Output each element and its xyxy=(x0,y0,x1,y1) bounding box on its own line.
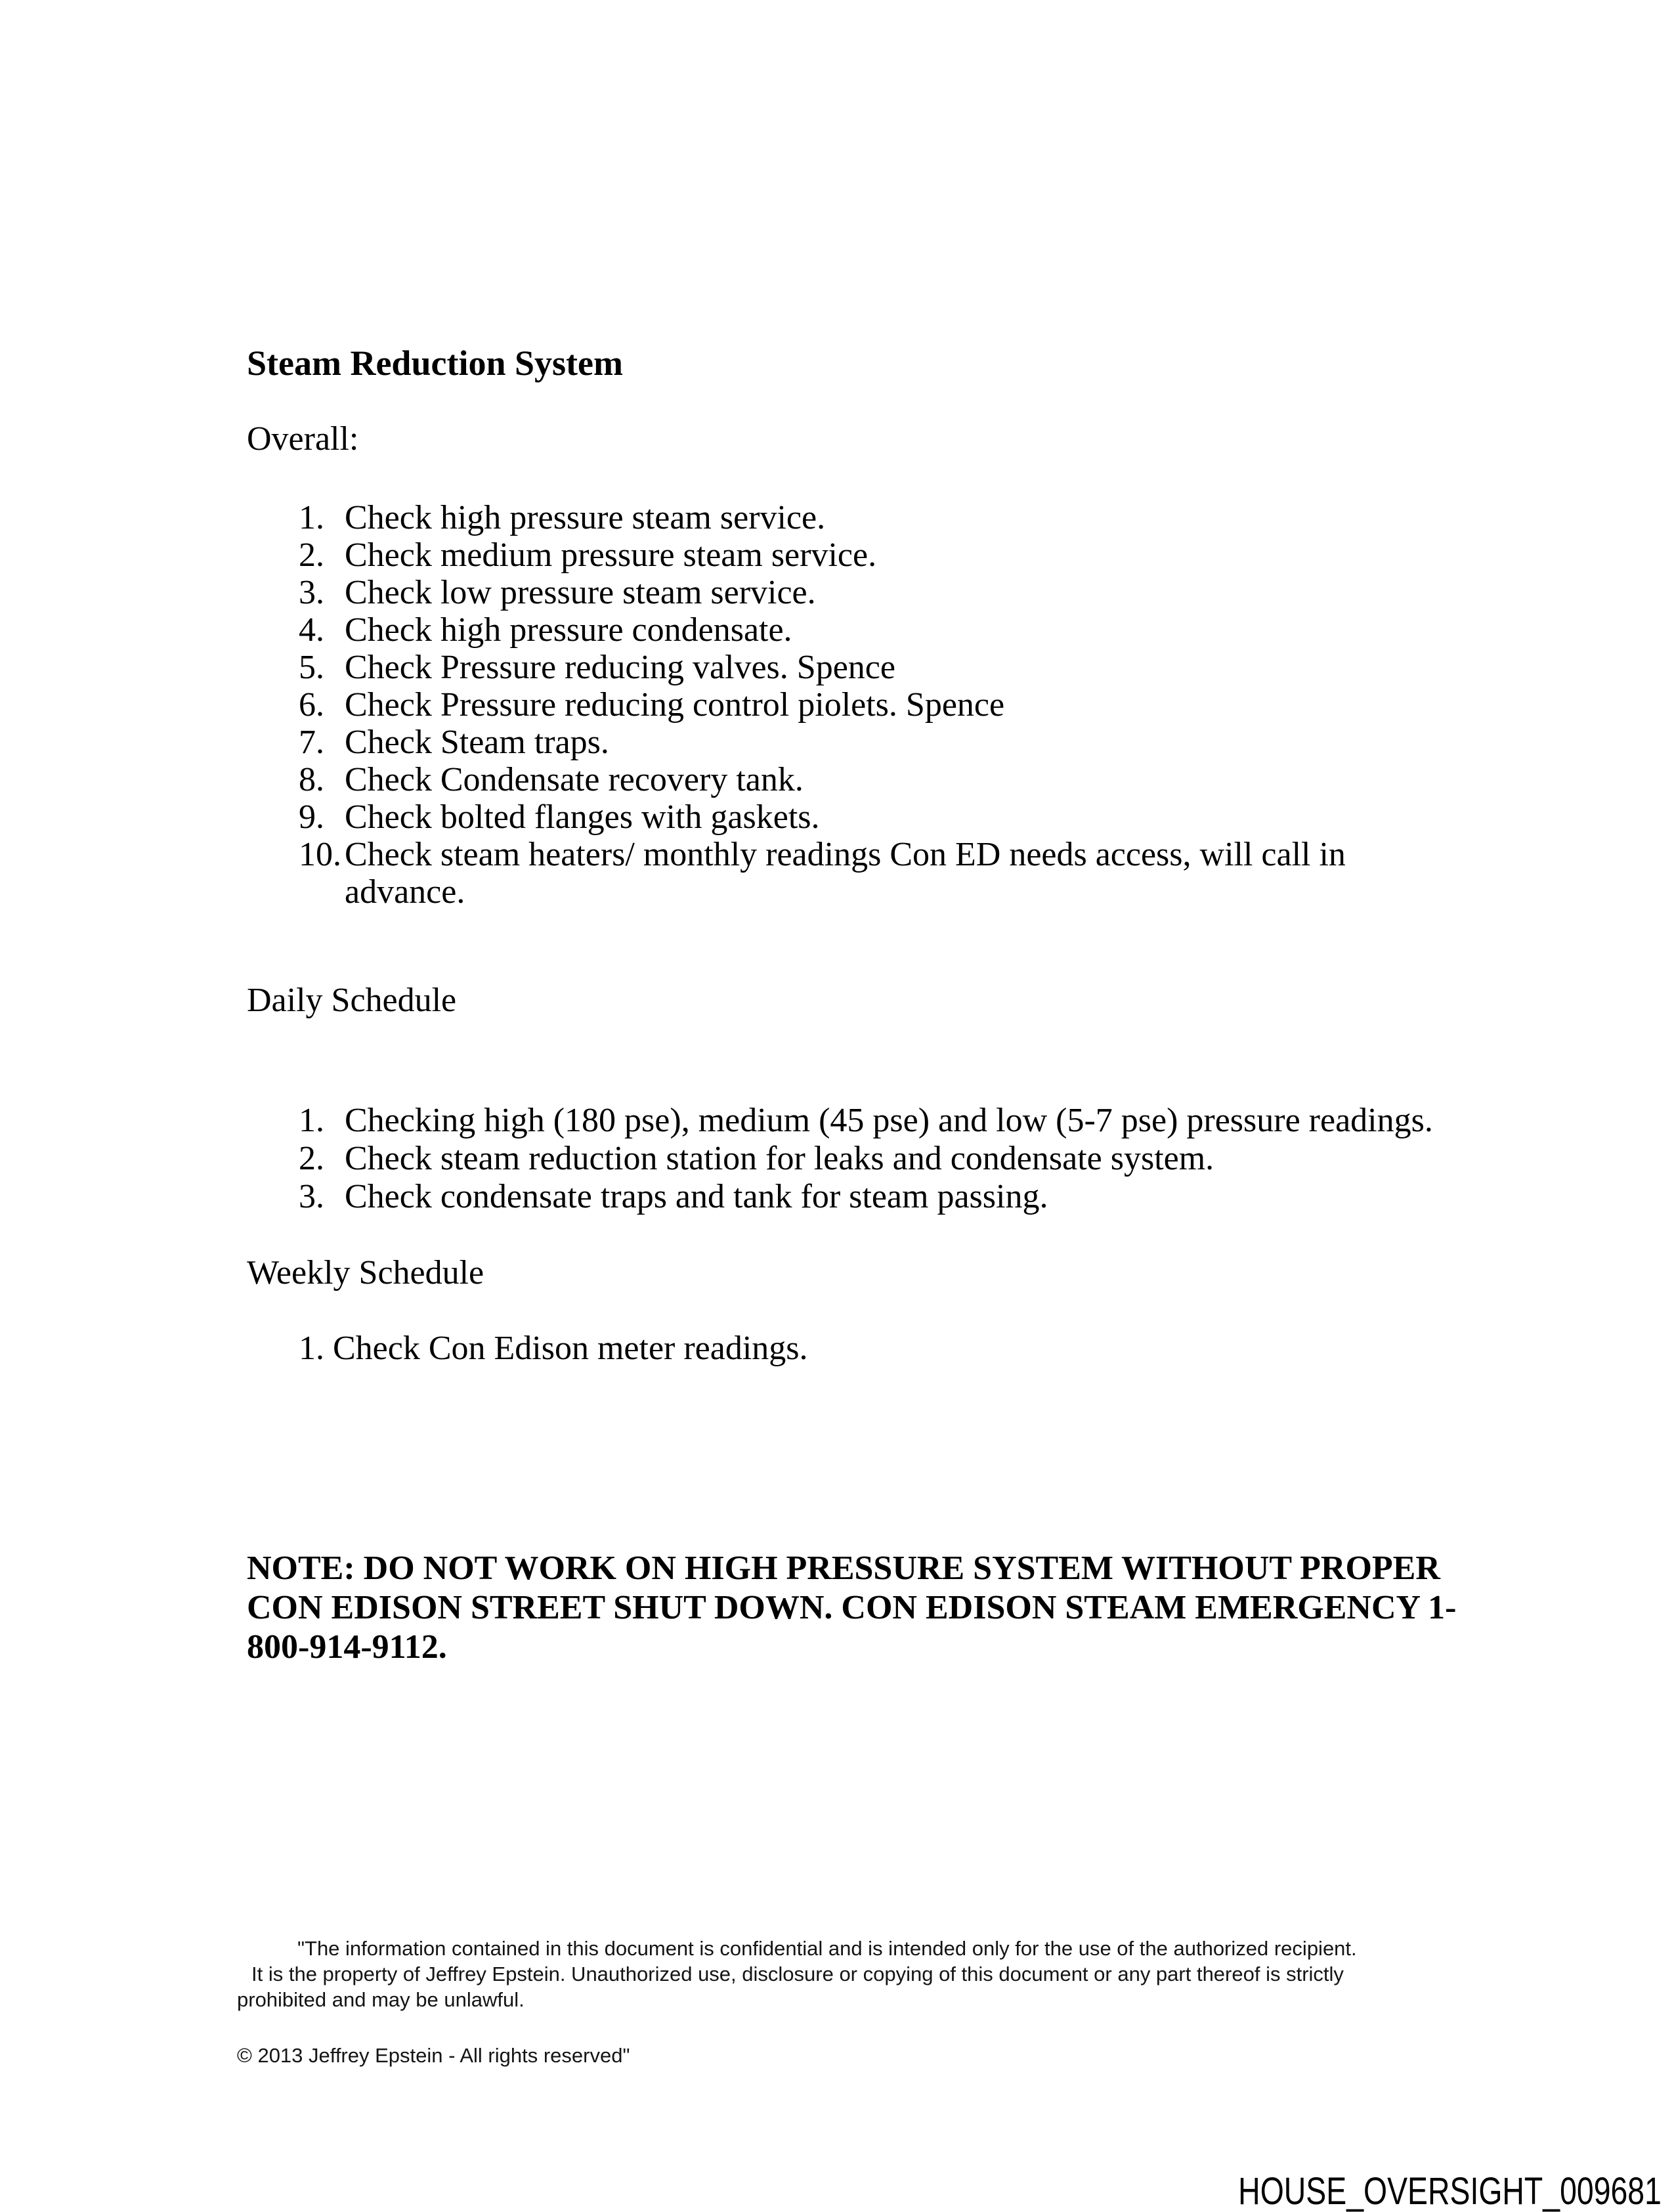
list-item-number: 6. xyxy=(299,686,324,724)
confidentiality-line: "The information contained in this document is confidential and is intended only for the use of the authorized recipient. xyxy=(297,1937,1357,1960)
list-item-number: 1. xyxy=(299,499,324,536)
daily-section-heading: Daily Schedule xyxy=(247,982,457,1019)
list-item xyxy=(299,499,1346,536)
list-item-text: Check Steam traps. xyxy=(345,724,609,761)
list-item xyxy=(299,1178,1433,1216)
list-item xyxy=(299,724,1346,761)
list-item-number: 8. xyxy=(299,761,324,798)
warning-note-line: CON EDISON STREET SHUT DOWN. CON EDISON STEAM EMERGENCY 1- xyxy=(247,1589,1457,1626)
list-item-number: 3. xyxy=(299,574,324,611)
list-item xyxy=(299,611,1346,649)
list-item xyxy=(299,649,1346,686)
bates-number: HOUSE_OVERSIGHT_009681 xyxy=(1238,2170,1662,2212)
list-item xyxy=(299,836,1346,911)
list-item-text: Check Pressure reducing control piolets. Spence xyxy=(345,686,1005,724)
weekly-list-item: 1. Check Con Edison meter readings. xyxy=(299,1330,808,1367)
list-item-number: 3. xyxy=(299,1178,324,1215)
list-item xyxy=(299,686,1346,724)
list-item-text xyxy=(345,836,1346,911)
list-item-number: 2. xyxy=(299,1140,324,1177)
list-item-number: 4. xyxy=(299,611,324,649)
list-item xyxy=(299,1140,1433,1178)
list-item-number: 9. xyxy=(299,798,324,836)
warning-note-line: 800-914-9112. xyxy=(247,1628,447,1666)
warning-note-line: NOTE: DO NOT WORK ON HIGH PRESSURE SYSTEM WITHOUT PROPER xyxy=(247,1550,1440,1587)
list-item-number: 2. xyxy=(299,536,324,574)
list-item-number: 5. xyxy=(299,649,324,686)
list-item xyxy=(299,536,1346,574)
copyright-notice: © 2013 Jeffrey Epstein - All rights reserved" xyxy=(237,2044,630,2067)
list-item-text: Check medium pressure steam service. xyxy=(345,536,877,574)
list-item-text-line: Check steam heaters/ monthly readings Con ED needs access, will call in xyxy=(345,836,1346,873)
list-item-text: Check steam reduction station for leaks and condensate system. xyxy=(345,1140,1214,1177)
list-item-text-line: advance. xyxy=(345,873,465,911)
list-item-text: Check low pressure steam service. xyxy=(345,574,816,611)
list-item-text: Check Condensate recovery tank. xyxy=(345,761,804,798)
overall-section-heading: Overall: xyxy=(247,420,359,458)
weekly-section-heading: Weekly Schedule xyxy=(247,1254,484,1291)
overall-checklist xyxy=(299,499,1346,911)
list-item xyxy=(299,574,1346,611)
confidentiality-notice xyxy=(237,1936,1357,2012)
list-item xyxy=(299,761,1346,798)
list-item-text: Check bolted flanges with gaskets. xyxy=(345,798,820,836)
list-item-text: Checking high (180 pse), medium (45 pse) and low (5-7 pse) pressure readings. xyxy=(345,1102,1433,1139)
list-item xyxy=(299,1102,1433,1140)
list-item-text: Check high pressure steam service. xyxy=(345,499,826,536)
list-item-text: Check condensate traps and tank for steam passing. xyxy=(345,1178,1048,1215)
list-item-text: Check Pressure reducing valves. Spence xyxy=(345,649,895,686)
list-item-number: 10. xyxy=(299,836,341,873)
page-title: Steam Reduction System xyxy=(247,343,623,383)
list-item-text: Check high pressure condensate. xyxy=(345,611,792,649)
confidentiality-line: prohibited and may be unlawful. xyxy=(237,1988,525,2011)
warning-note xyxy=(247,1549,1456,1667)
list-item-number: 7. xyxy=(299,724,324,761)
list-item-number: 1. xyxy=(299,1102,324,1139)
list-item xyxy=(299,798,1346,836)
daily-checklist xyxy=(299,1102,1433,1216)
confidentiality-line: It is the property of Jeffrey Epstein. Unauthorized use, disclosure or copying of this document or any part thereof is strictly xyxy=(251,1963,1344,1985)
